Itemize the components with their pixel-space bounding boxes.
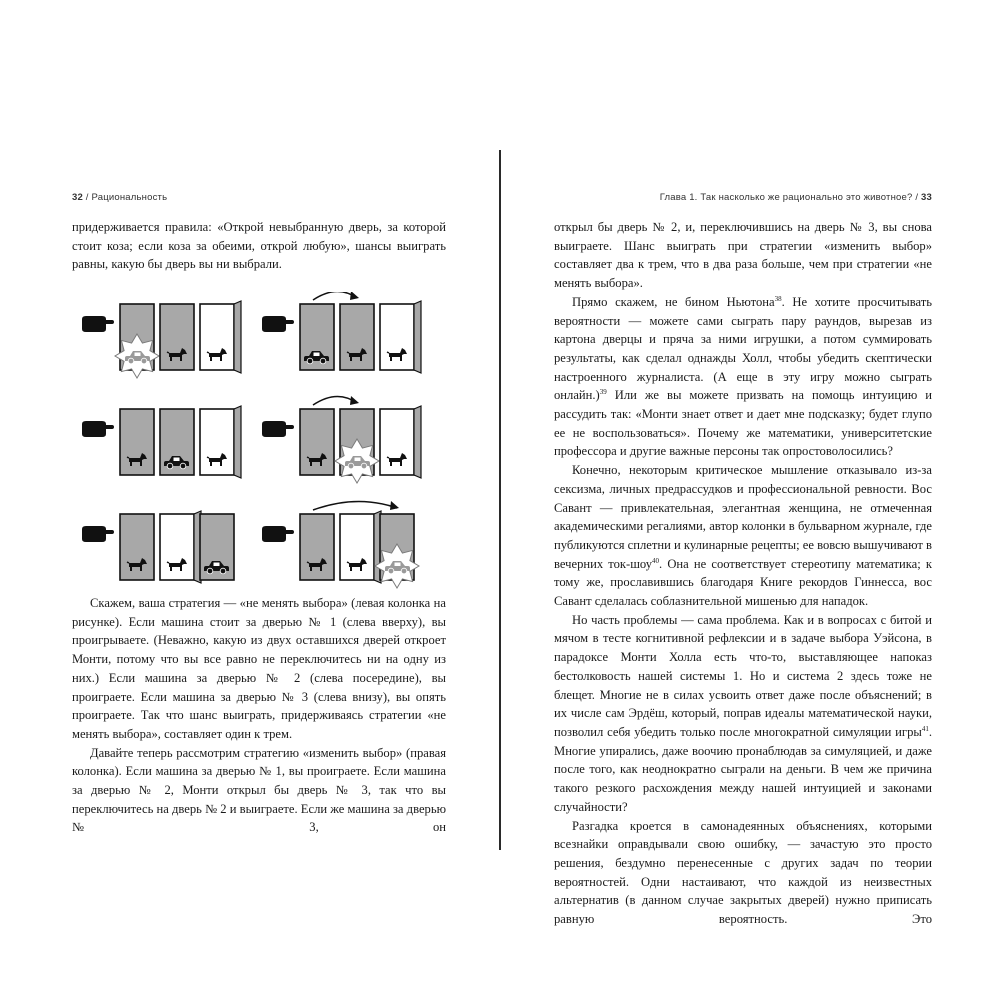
car-wheel — [128, 358, 134, 364]
car-window — [395, 563, 401, 567]
paragraph: Разгадка кроется в самонадеянных объяснениях, которыми всезнайки оправдывали свою ошибку, — зачастую это просто решения, бездумно перенесенные с других задач по теории вероятностей. Одни настаивают, что каждой из неизвестных альтернатив (в данном случае закрытых дверей) нужно приписать равную вероятность. Это — [554, 818, 932, 927]
paragraph — [554, 293, 932, 461]
car-wheel — [320, 358, 326, 364]
hand-shape — [82, 316, 114, 332]
right-page — [502, 0, 1000, 1000]
goat-tail — [167, 562, 169, 563]
monty-hall-figure — [80, 292, 440, 592]
door — [120, 514, 154, 580]
footnote-ref-41: 41 — [921, 724, 929, 733]
car-wheel — [207, 568, 213, 574]
open-door-leaf — [234, 301, 241, 373]
door — [380, 409, 414, 475]
paragraph: придерживается правила: «Открой невыбранную дверь, за которой стоит коза; если коза за обеими, открой любую», шансы выиграть равны, какую бы дверь вы ни выбрали. — [72, 220, 446, 272]
door — [300, 409, 334, 475]
car-wheel — [180, 463, 186, 469]
goat-tail — [387, 457, 389, 458]
paragraph — [554, 461, 932, 611]
arrowhead — [350, 396, 359, 405]
open-door-leaf — [414, 406, 421, 478]
left-header-separator: / — [82, 192, 92, 203]
right-header-separator: / — [912, 192, 922, 203]
paragraph — [554, 611, 932, 817]
goat-tail — [387, 352, 389, 353]
car-wheel — [307, 358, 313, 364]
car-window — [174, 458, 180, 462]
book-spine — [499, 150, 501, 850]
door — [380, 304, 414, 370]
car-window — [214, 563, 220, 567]
door — [200, 409, 234, 475]
car-window — [314, 353, 320, 357]
footnote-ref-39: 39 — [599, 388, 607, 397]
switch-arrow — [313, 501, 397, 510]
door — [160, 514, 194, 580]
pointing-hand-icon — [262, 316, 294, 332]
arrowhead — [350, 292, 359, 300]
pointing-hand-icon — [262, 421, 294, 437]
goat-tail — [207, 352, 209, 353]
door — [340, 304, 374, 370]
right-page-number: 33 — [921, 192, 932, 203]
pointing-hand-icon — [82, 421, 114, 437]
paragraph: открыл бы дверь № 2, и, переключившись на дверь № 3, вы снова выиграете. Шанс выиграть при стратегии «изменить выбор» составляет два к трем, что в два раза больше, чем при стратегии «не менять выбора». — [554, 220, 932, 291]
arrowhead — [390, 501, 399, 510]
car-window — [355, 458, 361, 462]
pointing-hand-icon — [82, 526, 114, 542]
goat-tail — [347, 352, 349, 353]
right-running-header — [660, 192, 932, 203]
paragraph: Скажем, ваша стратегия — «не менять выбора» (левая колонка на рисунке). Если машина стоит за дверью № 1 (слева вверху), вы проигрываете. (Неважно, какую из двух оставшихся дверей откроет Монти, потому что вы все равно не переключитесь ни на одну из них.) Если машина за дверью № 2 (слева посередине), вы проиграете. Если машина за дверью № 3 (слева внизу), вы опять проиграете. Так что шанс выиграть, придерживаясь стратегии «не менять выбора», составляет один к трем. — [72, 596, 446, 741]
left-header-title: Рациональность — [91, 192, 168, 203]
door — [300, 514, 334, 580]
text-run: . Она не соответствует стереотипу математика; к тому же, прославившись благодаря Книге рекордов Гиннесса, вос Савант сделалась соблазнительной мишенью для нападок. — [554, 556, 932, 609]
left-page-number: 32 — [72, 192, 83, 203]
hand-shape — [262, 526, 294, 542]
car-wheel — [401, 568, 407, 574]
footnote-ref-38: 38 — [774, 294, 782, 303]
goat-tail — [307, 457, 309, 458]
footnote-ref-40: 40 — [652, 556, 660, 565]
car-window — [135, 353, 141, 357]
door — [200, 304, 234, 370]
goat-tail — [127, 562, 129, 563]
goat-tail — [307, 562, 309, 563]
paragraph: Давайте теперь рассмотрим стратегию «изменить выбор» (правая колонка). Если машина за дверью № 1, вы проиграете. Если машина за дверью № 2, Монти открыл бы дверь № 3, так что вы переключитесь на дверь № 2 и выиграете. Если же машина за дверью № 3, он — [72, 745, 446, 835]
goat-tail — [347, 562, 349, 563]
text-run: . Многие упирались, даже воочию пронаблюдав за симуляцией, и даже после того, как неоднократно сыграли на деньги. В чем же причина такого резкого расхождения между нашей интуицией и законами случайности? — [554, 724, 932, 814]
hand-shape — [82, 421, 114, 437]
car-wheel — [220, 568, 226, 574]
text-run: Прямо скажем, не бином Ньютона — [572, 294, 775, 309]
door — [340, 514, 374, 580]
open-door-leaf — [234, 406, 241, 478]
pointing-hand-icon — [262, 526, 294, 542]
hand-shape — [262, 316, 294, 332]
right-text — [554, 218, 932, 929]
door — [120, 409, 154, 475]
text-run: . Не хотите просчитывать вероятности — можете сами сыграть пару раундов, вырезав из картона дверцы и пряча за ними игрушки, а потом суммировать результаты, как сделал однажды Холл, чтобы убедить скептически настроенного журналиста. (А еще в эту игру можно сыграть онлайн.) — [554, 294, 932, 403]
open-door-leaf — [414, 301, 421, 373]
goat-tail — [167, 352, 169, 353]
hand-shape — [82, 526, 114, 542]
pointing-hand-icon — [82, 316, 114, 332]
right-header-title: Глава 1. Так насколько же рационально это животное? — [659, 192, 913, 203]
text-run: Конечно, некоторым критическое мышление отказывало из-за сексизма, личных предрассудков и профессиональной ревности. Вос Савант — привлекательная, элегантная женщина, не отмеченная академическими регалиями, автор колонки в бульварном журнале, где публикуются сплетни и кулинарные рецепты; ее вовсю вышучивают в вечерних ток-шоу — [554, 463, 932, 571]
left-text-bottom — [72, 594, 446, 837]
car-wheel — [141, 358, 147, 364]
car-wheel — [388, 568, 394, 574]
car-wheel — [167, 463, 173, 469]
goat-tail — [127, 457, 129, 458]
text-run: Или же вы можете призвать на помощь интуицию и рассудить так: «Монти знает ответ и дает мне подсказку; будет глупо ее не воспользоваться». Почему же математики, университетские профессора и другие важные персоны так опростоволосились? — [554, 388, 932, 459]
door — [160, 304, 194, 370]
hand-shape — [262, 421, 294, 437]
text-run: Но часть проблемы — сама проблема. Как и в вопросах с битой и мячом в тесте когнитивной рефлексии и в задаче выбора Уэйсона, в парадоксе Монти Холла есть что-то, выставляющее напоказ бестолковость нашей системы 1. Но и система 2 здесь тоже не блещет. Многие не в силах усвоить ответ даже после объяснений; в их числе сам Эрдёш, который, поправ идеалы математической науки, позволил себя убедить только после многократной симуляции игры — [554, 612, 932, 739]
goat-tail — [207, 457, 209, 458]
car-wheel — [361, 463, 367, 469]
left-text-top — [72, 218, 446, 274]
car-wheel — [348, 463, 354, 469]
left-running-header — [72, 192, 167, 203]
